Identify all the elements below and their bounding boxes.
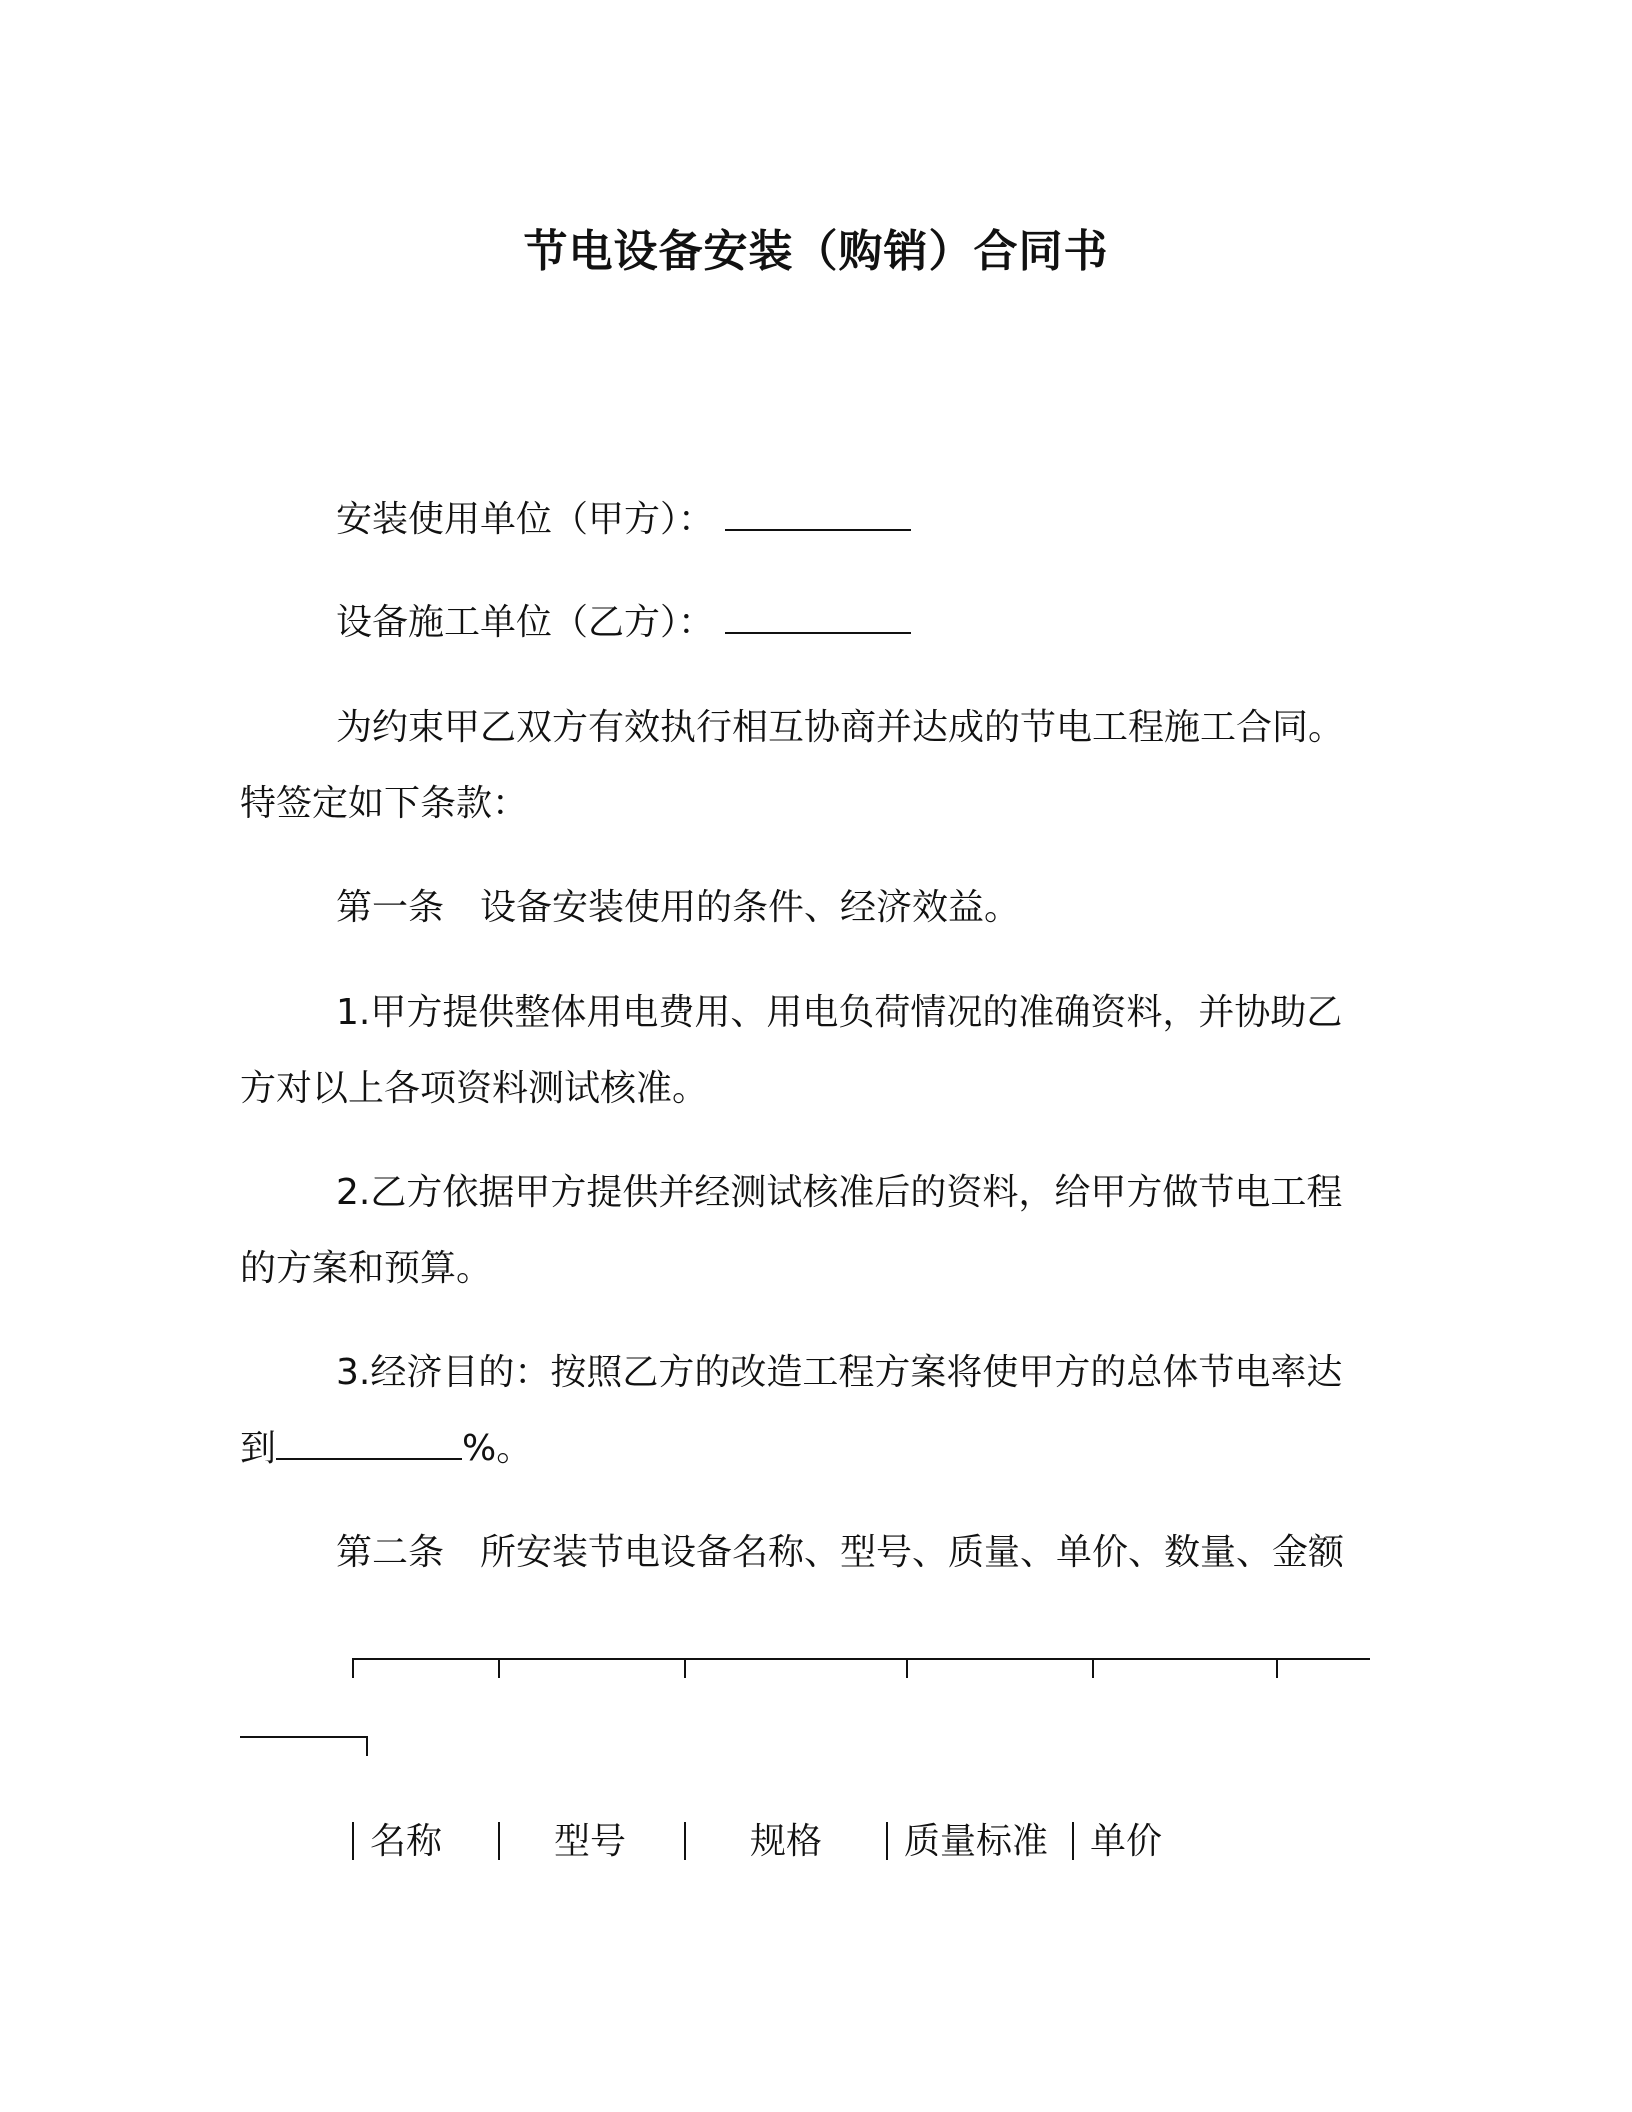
item-2-line-2 bbox=[240, 1231, 1380, 1307]
intro-text-2: 特签定如下条款： bbox=[240, 783, 529, 824]
item-2-text-2: 的方案和预算。 bbox=[240, 1248, 493, 1289]
item-3-line-2 bbox=[240, 1411, 1380, 1487]
party-a-label: 安装使用单位（甲方）： bbox=[336, 499, 715, 540]
item-1-text-1: 1.甲方提供整体用电费用、用电负荷情况的准确资料，并协助乙 bbox=[336, 992, 1343, 1033]
article-1-heading bbox=[240, 870, 1380, 946]
item-3-prefix: 到 bbox=[240, 1428, 277, 1469]
item-1-line-2 bbox=[240, 1051, 1380, 1127]
table-tick-2 bbox=[498, 1658, 500, 1678]
table-tick-6 bbox=[1276, 1658, 1278, 1678]
header-sep-1 bbox=[352, 1822, 354, 1860]
table-header-row bbox=[0, 1812, 1632, 1872]
header-price: 单价 bbox=[1090, 1821, 1163, 1862]
document-title: 节电设备安装（购销）合同书 bbox=[523, 226, 1109, 277]
intro-line-1 bbox=[240, 690, 1380, 766]
table-top-rule bbox=[352, 1658, 1370, 1660]
table-tick-3 bbox=[684, 1658, 686, 1678]
article-2-heading bbox=[240, 1515, 1380, 1591]
table-wrap-tick bbox=[366, 1736, 368, 1756]
item-3-blank bbox=[276, 1428, 462, 1460]
intro-text-1: 为约束甲乙双方有效执行相互协商并达成的节电工程施工合同。 bbox=[336, 707, 1345, 748]
header-quality: 质量标准 bbox=[904, 1821, 1049, 1862]
item-2-text-1: 2.乙方依据甲方提供并经测试核准后的资料，给甲方做节电工程 bbox=[336, 1172, 1343, 1213]
item-3-line-1 bbox=[240, 1335, 1380, 1411]
header-sep-5 bbox=[1072, 1822, 1074, 1860]
item-3-suffix: %。 bbox=[462, 1428, 533, 1469]
party-b-line bbox=[240, 585, 1380, 661]
intro-line-2 bbox=[240, 766, 1380, 842]
header-name: 名称 bbox=[370, 1821, 443, 1862]
table-tick-5 bbox=[1092, 1658, 1094, 1678]
item-3-text-1: 3.经济目的：按照乙方的改造工程方案将使甲方的总体节电率达 bbox=[336, 1352, 1343, 1393]
item-1-line-1 bbox=[240, 975, 1380, 1051]
article-1-text: 第一条 设备安装使用的条件、经济效益。 bbox=[336, 887, 1021, 928]
party-a-line bbox=[240, 482, 1380, 558]
item-1-text-2: 方对以上各项资料测试核准。 bbox=[240, 1068, 709, 1109]
header-spec: 规格 bbox=[750, 1821, 823, 1862]
party-b-label: 设备施工单位（乙方）： bbox=[336, 602, 715, 643]
article-2-text: 第二条 所安装节电设备名称、型号、质量、单价、数量、金额 bbox=[336, 1532, 1345, 1573]
table-wrap-rule bbox=[240, 1736, 368, 1738]
header-sep-4 bbox=[886, 1822, 888, 1860]
table-tick-4 bbox=[906, 1658, 908, 1678]
party-a-blank bbox=[725, 499, 911, 531]
header-sep-3 bbox=[684, 1822, 686, 1860]
header-sep-2 bbox=[498, 1822, 500, 1860]
item-2-line-1 bbox=[240, 1155, 1380, 1231]
party-b-blank bbox=[725, 602, 911, 634]
header-model: 型号 bbox=[554, 1821, 627, 1862]
table-tick-1 bbox=[352, 1658, 354, 1678]
